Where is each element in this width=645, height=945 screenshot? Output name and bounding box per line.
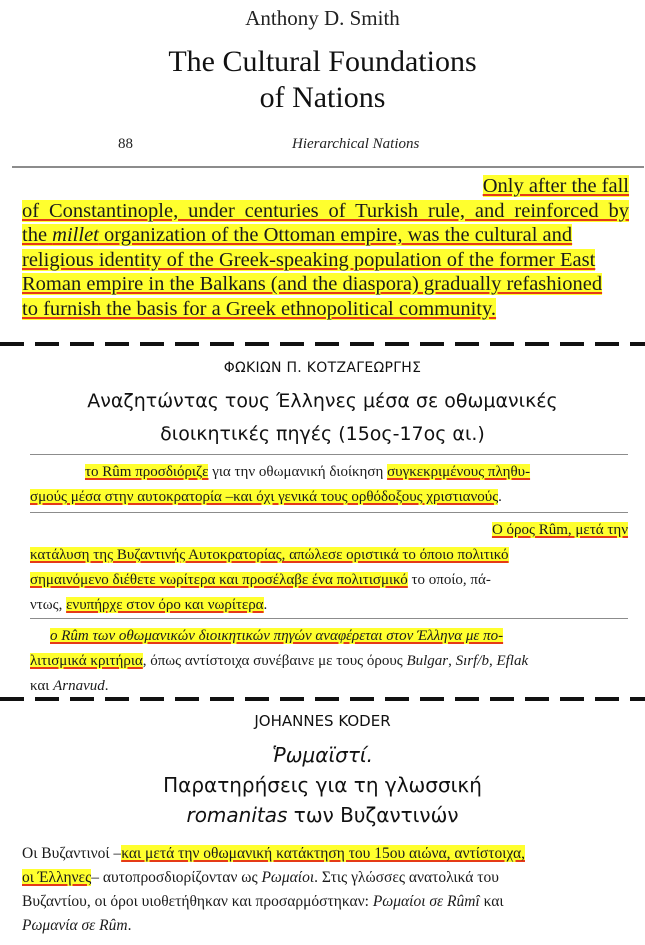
section-divider <box>0 697 645 701</box>
koder-para: Οι Βυζαντινοί –και μετά την οθωμανική κατάκτηση του 15ου αιώνα, αντίστοιχα, οι Έλληνες– αυτοπροσδιορίζονταν ως Ρωμαίοι. Στις γλώσσες ανατολικά του Βυζαντίου, οι όροι υιοθετήθηκαν και προσαρμόστηκαν: Ρωμαίοι σε Rûmî και Ρωμανία σε Rûm. <box>22 845 525 934</box>
running-head: Hierarchical Nations <box>292 136 420 152</box>
smith-quote: Only after the fall of Constantinople, under centuries of Turkish rule, and reinforced by the millet organization of the Ottoman empire, was the cultural and religious identity of the Greek-speaking population of the former East Roman empire in the Balkans (and the diaspora) gradually refashioned to furnish the basis for a Greek ethnopolitical community. <box>22 175 629 320</box>
rule <box>30 512 628 513</box>
article-author: ΦΩΚΙΩΝ Π. ΚΟΤΖΑΓΕΩΡΓΗΣ <box>223 360 422 376</box>
rule <box>30 618 628 619</box>
rule <box>30 454 628 455</box>
page-number: 88 <box>118 136 133 152</box>
article-title: Ῥωμαϊστί. Παρατηρήσεις για τη γλωσσική romanitas των Βυζαντινών <box>163 743 482 827</box>
article-author: JOHANNES KODER <box>254 712 391 730</box>
section-divider <box>0 342 645 346</box>
kotz-para-2: Ο όρος Rûm, μετά την κατάλυση της Βυζαντινής Αυτοκρατορίας, απώλεσε οριστικά το όποιο πολιτικό σημαινόμενο διέθετε νωρίτερα και προσέλαβε ένα πολιτισμικό το οποίο, πά- ντως, ενυπήρχε στον όρο και νωρίτερα. <box>30 522 628 613</box>
book-author: Anthony D. Smith <box>245 6 400 30</box>
article-title: Αναζητώντας τους Έλληνες μέσα σε οθωμανικές διοικητικές πηγές (15ος-17ος αι.) <box>87 390 558 445</box>
kotz-para-3: ο Rûm των οθωμανικών διοικητικών πηγών αναφέρεται στον Έλληνα με πο- λιτισμικά κριτήρια, όπως αντίστοιχα συνέβαινε με τους όρους Bulgar, Sırf/b, Eflak και Arnavud. <box>30 628 529 694</box>
header-rule <box>12 166 644 168</box>
kotz-para-1: το Rûm προσδιόριζε για την οθωμανική διοίκηση συγκεκριμένους πληθυ- σμούς μέσα στην αυτοκρατορία –και όχι γενικά τους ορθόδοξους χριστιανούς. <box>30 464 531 505</box>
book-title: The Cultural Foundations of Nations <box>168 45 477 114</box>
